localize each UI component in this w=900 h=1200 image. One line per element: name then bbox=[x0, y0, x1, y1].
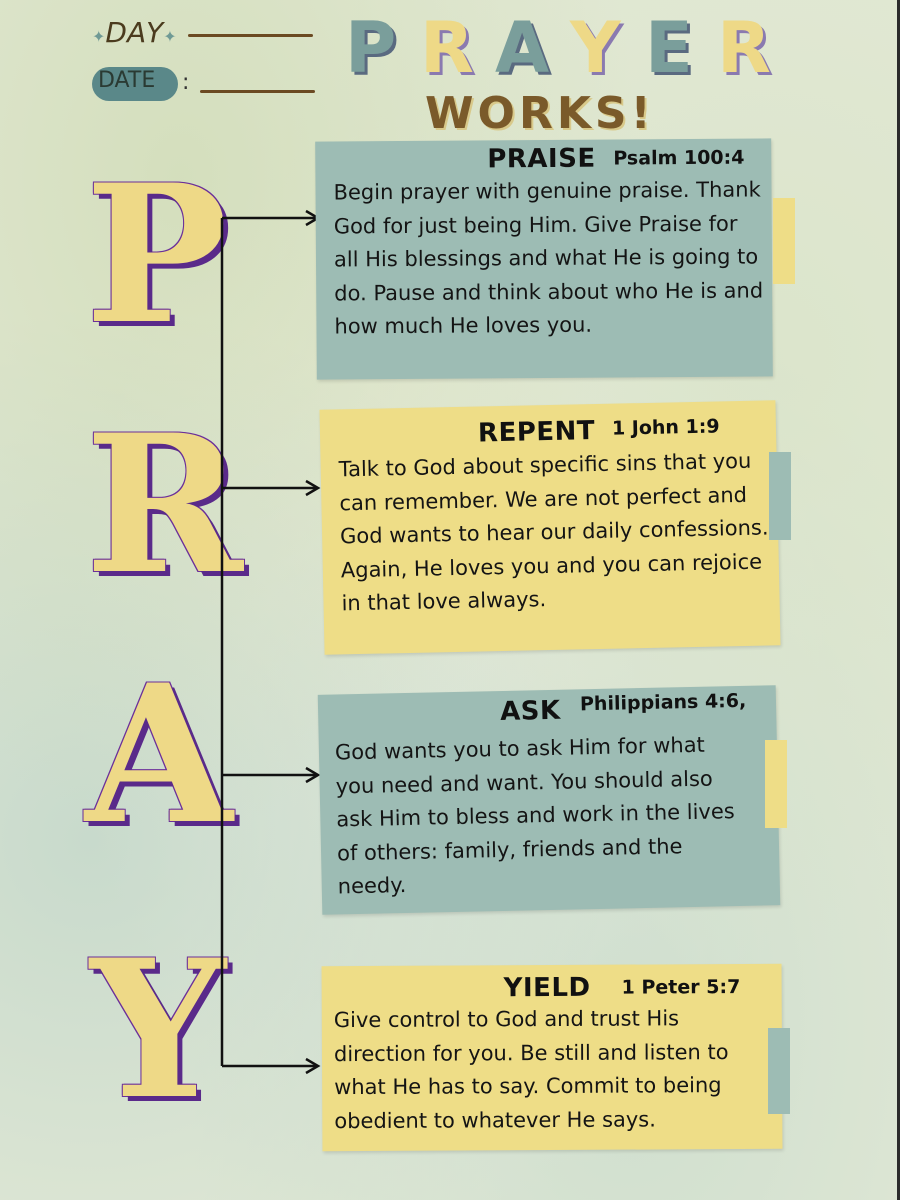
card-reference: Philippians 4:6, bbox=[579, 689, 747, 716]
card-tab bbox=[769, 452, 791, 540]
page-subtitle: WORKS! bbox=[425, 88, 655, 139]
title-letter: Y bbox=[570, 7, 621, 89]
arrow-icon bbox=[222, 211, 318, 225]
title-letter: P bbox=[345, 7, 397, 89]
card-body: Give control to God and trust His direction for you. Be still and listen to what He has to say. Commit to being obedient to whatever He says. bbox=[333, 1006, 729, 1133]
card-reference: Psalm 100:4 bbox=[613, 146, 745, 170]
title-letter: E bbox=[645, 7, 693, 89]
card-heading: REPENT bbox=[477, 416, 596, 449]
sparkle-icon: ✦ bbox=[163, 27, 177, 46]
card-body: Talk to God about specific sins that you can remember. We are not perfect and God wants to hear our daily confessions. Again, He loves you and you can rejoice in that love always. bbox=[338, 448, 769, 616]
acrostic-letter-y: Y bbox=[90, 918, 226, 1141]
title-letter: A bbox=[495, 7, 550, 89]
card-body: God wants you to ask Him for what you need and want. You should also ask Him to bless and work in the lives of others: family, friends and the needy. bbox=[334, 732, 735, 899]
card-ask bbox=[318, 685, 781, 915]
acrostic-letter-p: P bbox=[85, 143, 228, 366]
arrow-icon bbox=[222, 768, 318, 782]
title-letter: R bbox=[717, 7, 771, 89]
card-yield bbox=[322, 964, 783, 1151]
arrow-icon bbox=[222, 1059, 318, 1073]
card-reference: 1 John 1:9 bbox=[611, 415, 720, 440]
card-repent bbox=[319, 400, 780, 654]
card-body: Begin prayer with genuine praise. Thank God for just being Him. Give Praise for all His blessings and what He is going to do. Pause and think about who He is and how much He loves you. bbox=[333, 177, 764, 339]
card-heading: ASK bbox=[499, 695, 561, 728]
date-label: DATE bbox=[98, 68, 156, 93]
date-colon: : bbox=[182, 70, 190, 95]
arrow-icon bbox=[222, 481, 318, 495]
card-tab bbox=[765, 740, 787, 828]
card-heading: PRAISE bbox=[487, 143, 596, 175]
card-heading: YIELD bbox=[503, 972, 591, 1004]
card-tab bbox=[768, 1028, 790, 1114]
card-praise bbox=[315, 138, 773, 379]
title-letter: R bbox=[420, 7, 474, 89]
sparkle-icon: ✦ bbox=[92, 27, 106, 46]
acrostic-letter-a: A bbox=[85, 643, 233, 866]
card-tab bbox=[773, 198, 795, 284]
day-label: ✦DAY✦ bbox=[92, 16, 177, 49]
card-reference: 1 Peter 5:7 bbox=[621, 976, 741, 999]
acrostic-letter-r: R bbox=[85, 393, 243, 616]
